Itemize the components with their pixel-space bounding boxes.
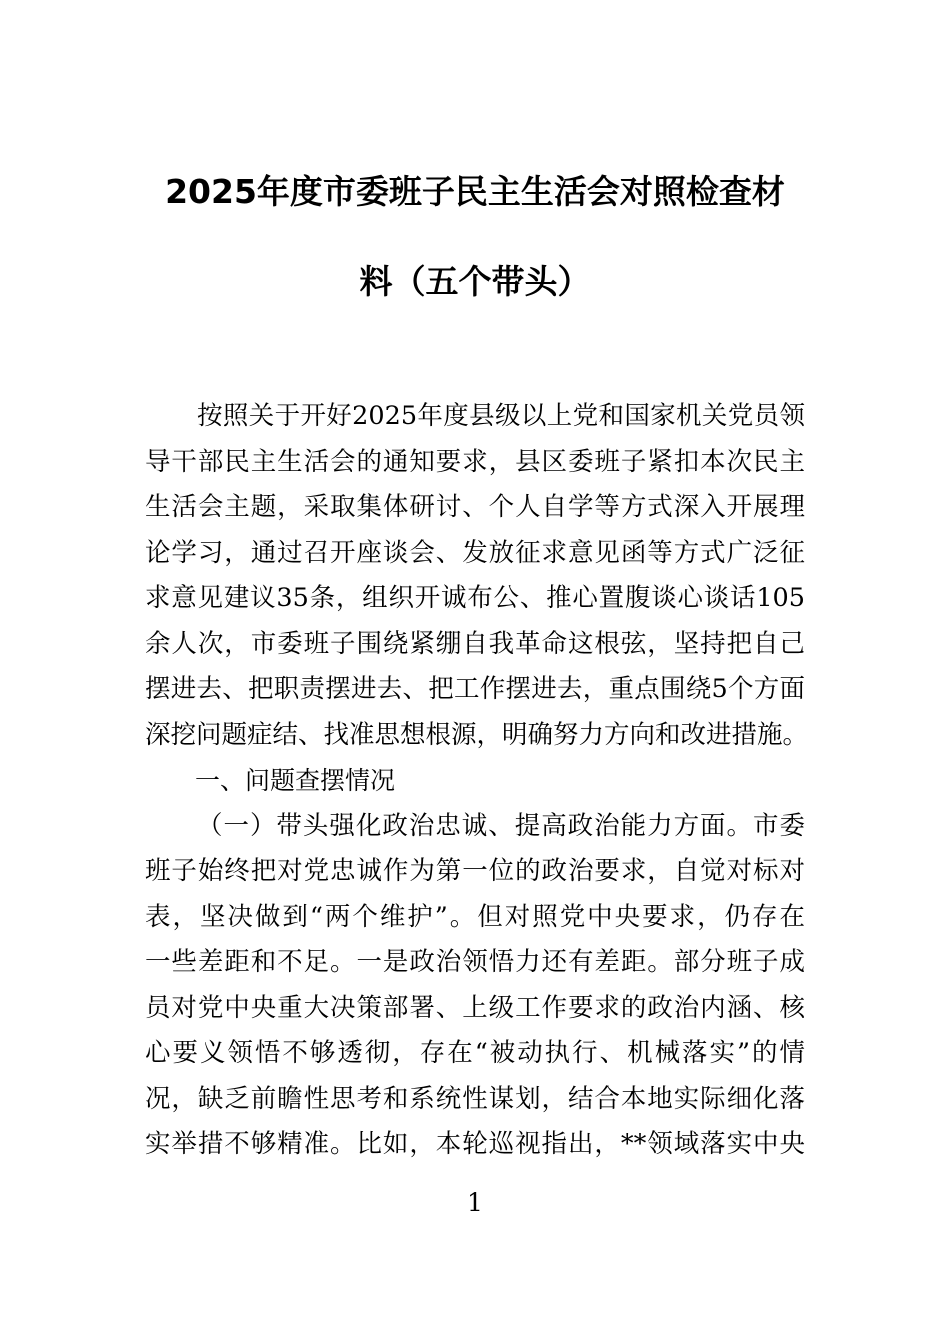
intro-line: 摆进去、把职责摆进去、把工作摆进去，重点围绕5个方面: [145, 674, 805, 704]
section-1-line: 心要义领悟不够透彻，存在“被动执行、机械落实”的情: [145, 1038, 805, 1068]
section-1-line: 况，缺乏前瞻性思考和系统性谋划，结合本地实际细化落: [145, 1083, 805, 1114]
document-body: [145, 394, 809, 1168]
section-heading: 一、问题查摆情况: [195, 766, 396, 795]
intro-line: 生活会主题，采取集体研讨、个人自学等方式深入开展理: [145, 492, 805, 522]
title-line-1: 2025年度市委班子民主生活会对照检查材: [165, 172, 785, 211]
intro-line: 导干部民主生活会的通知要求，县区委班子紧扣本次民主: [145, 446, 805, 477]
section-1-line: 班子始终把对党忠诚作为第一位的政治要求，自觉对标对: [145, 856, 805, 886]
document-title: [145, 166, 805, 308]
section-1-line: 表，坚决做到“两个维护”。但对照党中央要求，仍存在: [145, 901, 805, 932]
page-number: 1: [467, 1188, 483, 1217]
title-line-2: 料（五个带头）: [359, 262, 591, 301]
section-1-line: 一些差距和不足。一是政治领悟力还有差距。部分班子成: [145, 947, 805, 977]
section-1-line: （一）带头强化政治忠诚、提高政治能力方面。市委: [197, 810, 805, 841]
intro-line: 余人次，市委班子围绕紧绷自我革命这根弦，坚持把自己: [145, 628, 805, 659]
intro-line: 论学习，通过召开座谈会、发放征求意见函等方式广泛征: [145, 537, 805, 568]
section-1-paragraph: [145, 804, 805, 1168]
intro-line: 求意见建议35条，组织开诚布公、推心置腹谈心谈话105: [145, 583, 805, 613]
intro-paragraph: [145, 394, 809, 758]
section-1-line: 实举措不够精准。比如，本轮巡视指出，**领域落实中央: [145, 1129, 805, 1159]
intro-line: 按照关于开好2025年度县级以上党和国家机关党员领: [197, 401, 805, 431]
intro-line: 深挖问题症结、找准思想根源，明确努力方向和改进措施。: [145, 719, 809, 750]
section-1-line: 员对党中央重大决策部署、上级工作要求的政治内涵、核: [145, 992, 805, 1023]
